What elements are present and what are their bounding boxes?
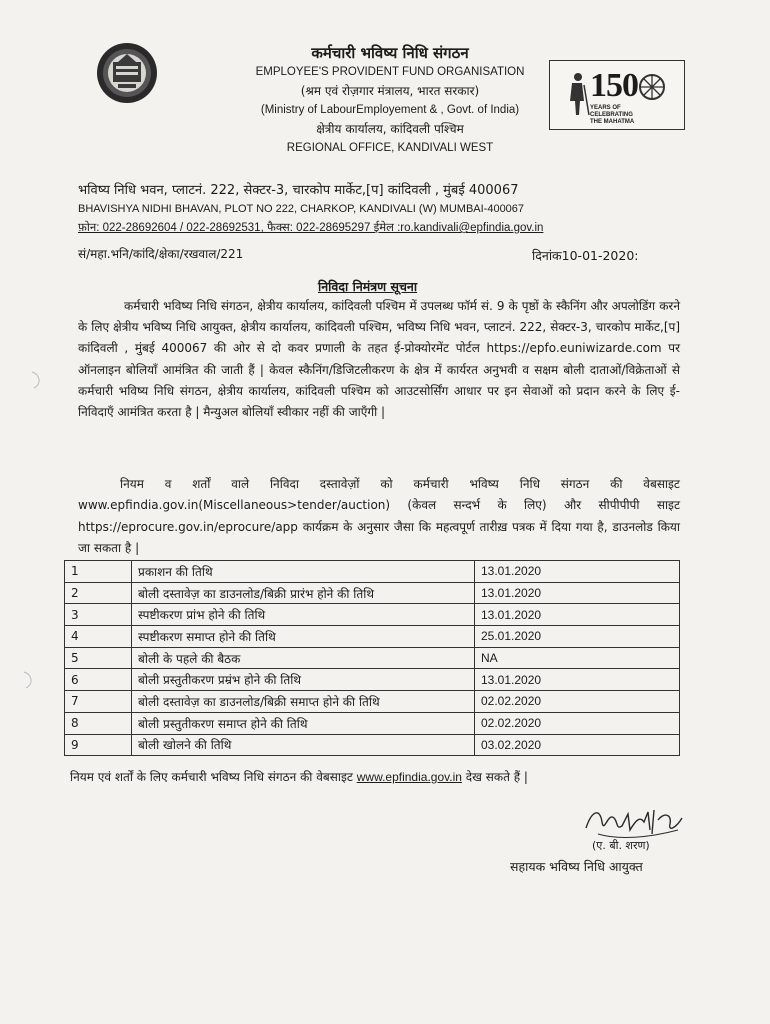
row-event: बोली दस्तावेज़ का डाउनलोड/बिक्री प्रारंभ होने की तिथि (132, 582, 475, 604)
row-event: प्रकाशन की तिथि (132, 561, 475, 583)
gandhi-150-badge (549, 60, 685, 130)
gandhi-figure-icon (564, 71, 590, 117)
row-date: 25.01.2020 (475, 626, 680, 648)
badge-number: 150 (590, 67, 638, 104)
letterhead (190, 44, 590, 158)
address-english: BHAVISHYA NIDHI BHAVAN, PLOT NO 222, CHARKOP, KANDIVALI (W) MUMBAI-400067 (78, 203, 525, 215)
row-event: स्पष्टीकरण प्रांभ होने की तिथि (132, 604, 475, 626)
contact-line: फ़ोन: 022-28692604 / 022-28692531, फैक्स: 022-28695297 ईमेल :ro.kandivali@epfindia.gov.in (78, 222, 544, 234)
table-row (65, 582, 680, 604)
punch-mark (30, 370, 46, 390)
table-row (65, 604, 680, 626)
org-name-hindi: कर्मचारी भविष्य निधि संगठन (311, 44, 469, 62)
signatory-title: सहायक भविष्य निधि आयुक्त (510, 859, 643, 874)
row-number: 9 (65, 734, 132, 756)
row-date: 13.01.2020 (475, 582, 680, 604)
row-event: बोली प्रस्तुतीकरण समाप्त होने की तिथि (132, 712, 475, 734)
address-hindi: भविष्य निधि भवन, प्लाटनं. 222, सेक्टर-3, चारकोप मार्केट,[प] कांदिवली , मुंबई 400067 (78, 183, 519, 198)
epfo-logo-icon (96, 42, 158, 104)
org-name-english: EMPLOYEE'S PROVIDENT FUND ORGANISATION (255, 66, 525, 78)
row-number: 5 (65, 647, 132, 669)
table-row (65, 647, 680, 669)
notice-paragraph-1: कर्मचारी भविष्य निधि संगठन, क्षेत्रीय कार्यालय, कांदिवली पश्चिम में उपलब्ध फॉर्म सं. 9 के पृष्ठों के स्कैनिंग और अपलोडिंग करने के लिए क्षेत्रीय भविष्य निधि आयुक्त, क्षेत्रीय कार्यालय, कांदिवली पश्चिम, भविष्य निधि भवन, प्लाटनं. 222, सेक्टर-3, चारकोप मार्केट,[प] कांदिवली , मुंबई 400067 की ओर से दो कवर प्रणाली के तहत ई-प्रोक्योरमेंट पोर्टल https://epfo.euniwizarde.com पर ऑनलाइन बोलियाँ आमंत्रित की जाती हैं | केवल स्कैनिंग/डिजिटलीकरण के क्षेत्र में कार्यरत अनुभवी व सक्षम बोली दाताओं/विक्रेताओं से कर्मचारी भविष्य निधि संगठन, क्षेत्रीय कार्यालय, कांदिवली पश्चिम को आउटसोर्सिंग आधार पर इन सेवाओं को प्रदान करने के लिए ई-निविदाएँ आमंत्रित करता है | मैन्युअल बोलियाँ स्वीकार नहीं की जाएँगी | (78, 299, 680, 420)
office-hindi: क्षेत्रीय कार्यालय, कांदिवली पश्चिम (316, 122, 464, 136)
row-date: 13.01.2020 (475, 561, 680, 583)
row-event: बोली के पहले की बैठक (132, 647, 475, 669)
row-date: 13.01.2020 (475, 604, 680, 626)
row-number: 8 (65, 712, 132, 734)
schedule-table (64, 560, 680, 756)
signatory-name: (ए. बी. शरण) (592, 839, 650, 852)
row-number: 4 (65, 626, 132, 648)
row-number: 2 (65, 582, 132, 604)
document-date: दिनांक10-01-2020: (532, 248, 639, 263)
charkha-wheel-icon (638, 73, 666, 101)
row-number: 3 (65, 604, 132, 626)
row-date: 02.02.2020 (475, 712, 680, 734)
table-row (65, 626, 680, 648)
row-number: 7 (65, 691, 132, 713)
row-event: बोली खोलने की तिथि (132, 734, 475, 756)
ministry-hindi: (श्रम एवं रोज़गार मंत्रालय, भारत सरकार) (300, 84, 480, 98)
row-date: 02.02.2020 (475, 691, 680, 713)
row-number: 1 (65, 561, 132, 583)
row-number: 6 (65, 669, 132, 691)
table-row (65, 691, 680, 713)
table-row (65, 669, 680, 691)
punch-mark (22, 670, 38, 690)
row-date: 13.01.2020 (475, 669, 680, 691)
notice-paragraph-2: नियम व शर्तों वाले निविदा दस्तावेज़ों को कर्मचारी भविष्य निधि संगठन की वेबसाइट www.epfindia.gov.in(Miscellaneous>tender/auction) (केवल सन्दर्भ के लिए) और सीपीपीपी साइट https://eprocure.gov.in/eprocure/app कार्यक्रम के अनुसार जैसा कि महत्वपूर्ण तारीख़ पत्रक में दिया गया है, डाउनलोड किया जा सकता है | (78, 477, 680, 555)
badge-caption: YEARS OF CELEBRATING THE MAHATMA (590, 105, 635, 125)
table-row (65, 712, 680, 734)
footer-note: नियम एवं शर्तों के लिए कर्मचारी भविष्य निधि संगठन की वेबसाइट www.epfindia.gov.in देख सकते हैं | (70, 770, 528, 784)
office-english: REGIONAL OFFICE, KANDIVALI WEST (286, 142, 494, 154)
reference-number: सं/महा.भनि/कांदि/क्षेका/रखवाल/221 (78, 247, 244, 261)
ministry-english: (Ministry of LabourEmployement & , Govt. of India) (260, 104, 520, 116)
table-row (65, 734, 680, 756)
row-event: बोली प्रस्तुतीकरण प्रम्रंभ होने की तिथि (132, 669, 475, 691)
row-date: NA (475, 647, 680, 669)
row-event: बोली दस्तावेज़ का डाउनलोड/बिक्री समाप्त होने की तिथि (132, 691, 475, 713)
epfindia-link[interactable]: www.epfindia.gov.in (356, 770, 462, 784)
row-event: स्पष्टीकरण समाप्त होने की तिथि (132, 626, 475, 648)
row-date: 03.02.2020 (475, 734, 680, 756)
notice-title: निविदा निमंत्रण सूचना (318, 279, 418, 294)
table-row (65, 561, 680, 583)
